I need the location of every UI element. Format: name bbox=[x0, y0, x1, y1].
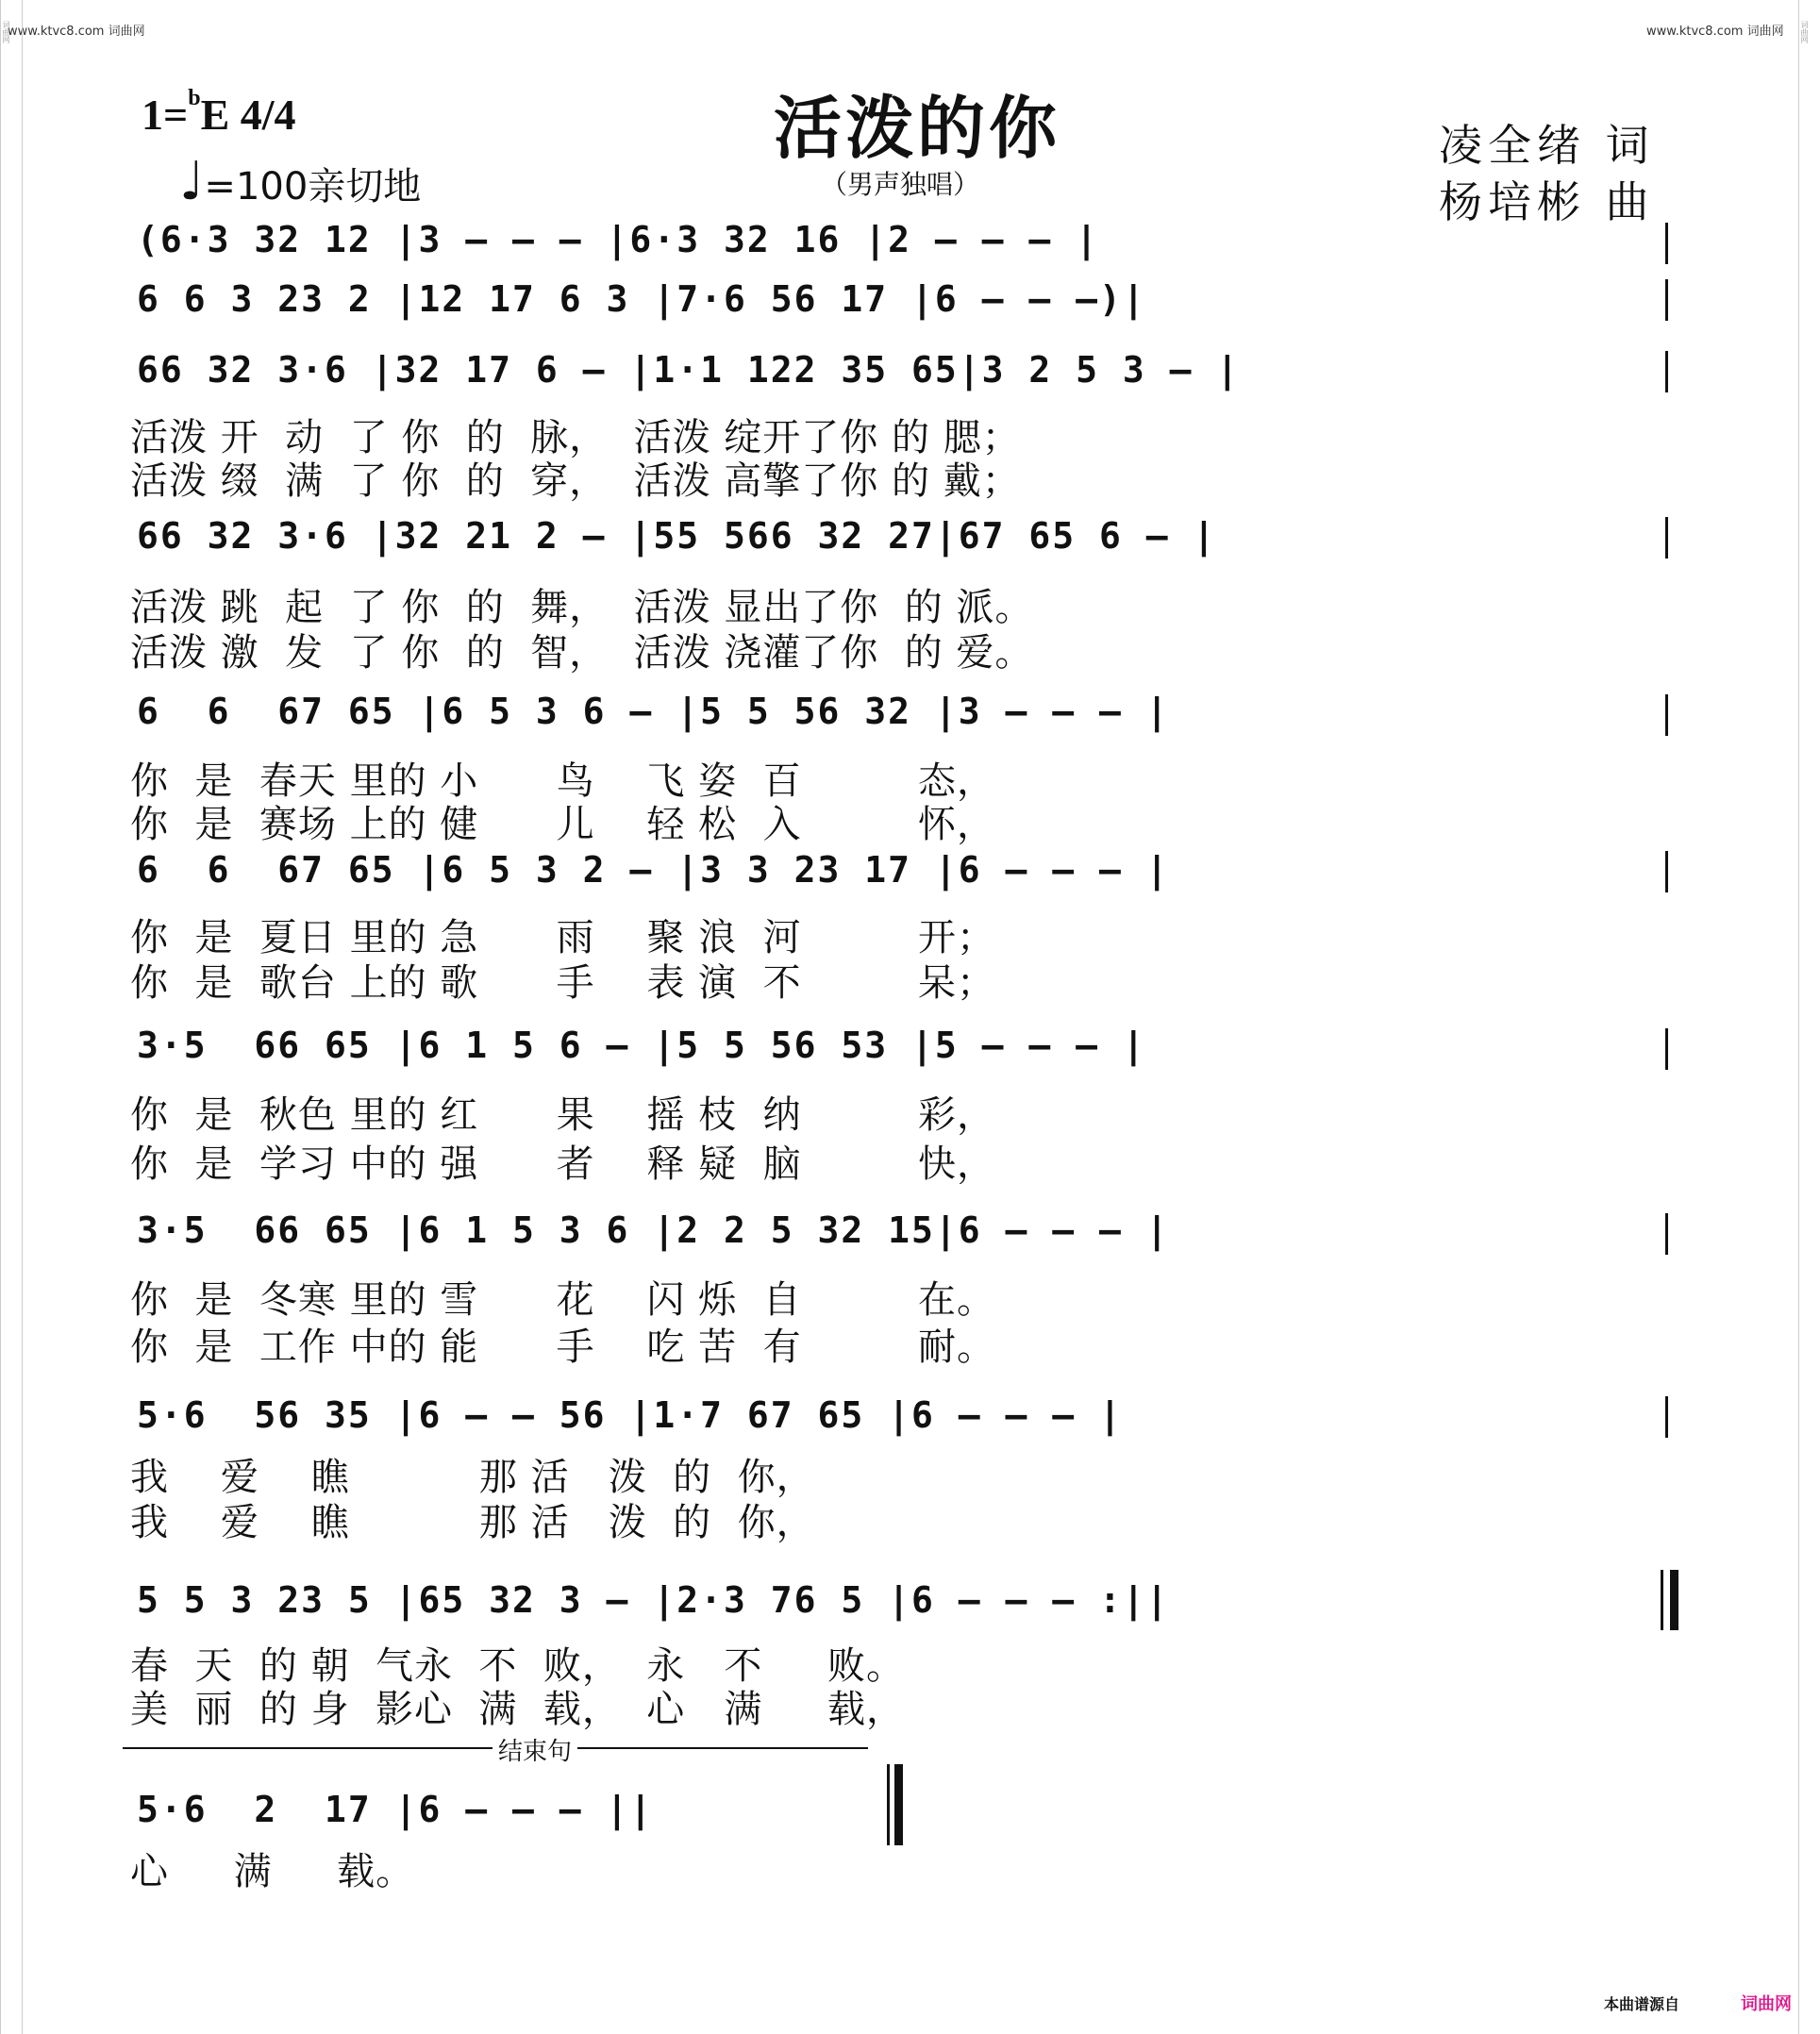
song-subtitle: （男声独唱） bbox=[821, 169, 980, 200]
repeat-barline-thin bbox=[1661, 1570, 1663, 1630]
lyric-line-6-verse-1: 你 是 夏日 里的 急 雨 聚 浪 河 开； bbox=[130, 916, 996, 959]
notation-line-7: 3·5 66 65 |6 1 5 6 — |5 5 56 53 |5 — — — | bbox=[137, 1025, 1146, 1066]
final-barline-thick bbox=[894, 1764, 903, 1845]
notation-line-9: 5·6 56 35 |6 — — 56 |1·7 67 65 |6 — — — | bbox=[137, 1394, 1123, 1436]
lyric-line-7-verse-2: 你 是 学习 中的 强 者 释 疑 脑 快， bbox=[130, 1142, 996, 1186]
lyric-line-10-verse-2: 美 丽 的 身 影心 满 载， 心 满 载， bbox=[130, 1688, 906, 1731]
lyric-line-7-verse-1: 你 是 秋色 里的 红 果 摇 枝 纳 彩， bbox=[130, 1093, 996, 1137]
notation-line-8: 3·5 66 65 |6 1 5 3 6 |2 2 5 32 15|6 — — — | bbox=[137, 1209, 1170, 1251]
lyric-line-8-verse-1: 你 是 冬寒 里的 雪 花 闪 烁 自 在。 bbox=[130, 1278, 996, 1322]
watermark-right: www.ktvc8.com 词曲网 bbox=[1646, 25, 1784, 39]
lyricist: 凌全绪 词 bbox=[1439, 120, 1655, 171]
notation-line-3: 66 32 3·6 |32 17 6 — |1·1 122 35 65|3 2 5 3 — | bbox=[137, 349, 1241, 391]
lyric-line-11: 心 满 载。 bbox=[130, 1850, 415, 1893]
notation-line-2: 6 6 3 23 2 |12 17 6 3 |7·6 56 17 |6 — — —)| bbox=[137, 278, 1146, 320]
barline bbox=[1665, 351, 1668, 392]
lyric-line-9-verse-1: 我 爱 瞧 那 活 泼 的 你， bbox=[130, 1456, 815, 1499]
left-side-watermark: 词曲网 bbox=[0, 0, 23, 2034]
lyric-line-3-verse-1: 活泼 开 动 了 你 的 脉， 活泼 绽开了你 的 腮； bbox=[130, 416, 1021, 459]
watermark-left: www.ktvc8.com 词曲网 bbox=[8, 25, 145, 39]
notation-line-11: 5·6 2 17 |6 — — — || bbox=[137, 1789, 654, 1830]
barline bbox=[1665, 851, 1668, 892]
lyric-line-8-verse-2: 你 是 工作 中的 能 手 吃 苦 有 耐。 bbox=[130, 1325, 996, 1369]
notation-line-4: 66 32 3·6 |32 21 2 — |55 566 32 27|67 65 6 — | bbox=[137, 515, 1217, 557]
tempo-marking: ♩=100亲切地 bbox=[179, 151, 422, 212]
composer: 杨培彬 曲 bbox=[1439, 176, 1655, 227]
barline bbox=[1665, 517, 1668, 559]
right-side-watermark: 词曲网 bbox=[1798, 0, 1820, 2034]
lyric-line-3-verse-2: 活泼 缀 满 了 你 的 穿， 活泼 高擎了你 的 戴； bbox=[130, 459, 1021, 503]
notation-line-1: (6·3 32 12 |3 — — — |6·3 32 16 |2 — — — | bbox=[137, 219, 1099, 260]
barline bbox=[1665, 1213, 1668, 1255]
lyric-line-6-verse-2: 你 是 歌台 上的 歌 手 表 演 不 呆； bbox=[130, 961, 996, 1005]
barline bbox=[1665, 223, 1668, 264]
lyric-line-4-verse-1: 活泼 跳 起 了 你 的 舞， 活泼 显出了你 的 派。 bbox=[130, 586, 1034, 629]
lyric-line-4-verse-2: 活泼 激 发 了 你 的 智， 活泼 浇灌了你 的 爱。 bbox=[130, 631, 1034, 675]
notation-line-10: 5 5 3 23 5 |65 32 3 — |2·3 76 5 |6 — — — :|| bbox=[137, 1579, 1170, 1621]
lyric-line-10-verse-1: 春 天 的 朝 气永 不 败， 永 不 败。 bbox=[130, 1644, 906, 1688]
lyric-line-5-verse-2: 你 是 赛场 上的 健 儿 轻 松 入 怀， bbox=[130, 803, 996, 846]
key-signature: 1=$^b$E 4/4 bbox=[142, 86, 296, 139]
song-title: 活泼的你 bbox=[774, 88, 1061, 168]
footer-logo: 词曲网 bbox=[1741, 1994, 1792, 2014]
quarter-note-icon: ♩ bbox=[179, 151, 205, 212]
barline bbox=[1665, 694, 1668, 736]
repeat-barline-thick bbox=[1670, 1570, 1678, 1630]
notation-line-5: 6 6 67 65 |6 5 3 6 — |5 5 56 32 |3 — — — | bbox=[137, 691, 1170, 732]
barline bbox=[1665, 1028, 1668, 1070]
lyric-line-9-verse-2: 我 爱 瞧 那 活 泼 的 你， bbox=[130, 1501, 815, 1544]
barline bbox=[1665, 279, 1668, 321]
barline bbox=[1665, 1396, 1668, 1438]
lyric-line-5-verse-1: 你 是 春天 里的 小 鸟 飞 姿 百 态， bbox=[130, 759, 996, 803]
footer-source-text: 本曲谱源自 bbox=[1604, 1995, 1680, 2013]
final-barline-thin bbox=[887, 1764, 890, 1845]
ending-phrase-label: 结束句 bbox=[493, 1732, 577, 1767]
notation-line-6: 6 6 67 65 |6 5 3 2 — |3 3 23 17 |6 — — — | bbox=[137, 849, 1170, 891]
